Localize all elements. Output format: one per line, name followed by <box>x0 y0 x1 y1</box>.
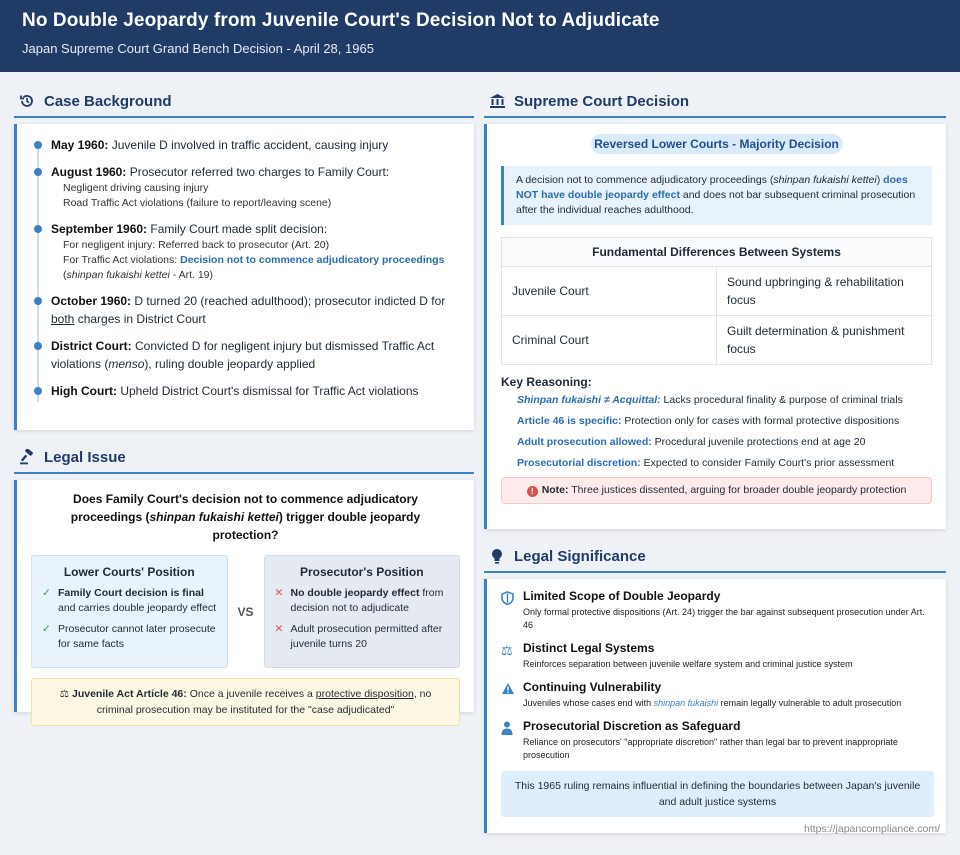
alert-icon: ! <box>527 486 538 497</box>
legal-issue-card <box>14 480 474 716</box>
page-title: No Double Jeopardy from Juvenile Court's Decision Not to Adjudicate <box>22 10 660 31</box>
prosecutor-position: Prosecutor's Position ✕ No double jeopardy effect from decision not to adjudicate ✕ Adult prosecution permitted after juvenile turns 20 <box>264 555 461 668</box>
gavel-icon <box>18 448 36 466</box>
table-row: Criminal Court Guilt determination & punishment focus <box>502 316 932 365</box>
shield-icon <box>501 589 515 632</box>
legal-significance-header <box>484 541 946 573</box>
lower-courts-position: Lower Courts' Position ✓ Family Court decision is final and carries double jeopardy effect ✓ Prosecutor cannot later prosecute for same facts <box>31 555 228 668</box>
significance-card <box>484 579 946 833</box>
page-header <box>0 0 960 72</box>
page-subtitle: Japan Supreme Court Grand Bench Decision - April 28, 1965 <box>22 41 374 56</box>
article-46-box: ⚖ Juvenile Act Article 46: Once a juvenile receives a protective disposition, no criminal prosecution may be instituted for the "case adjudicated" <box>31 678 460 726</box>
user-tie-icon <box>501 719 515 762</box>
closing-statement: This 1965 ruling remains influential in defining the boundaries between Japan's juvenile and adult justice systems <box>501 771 934 817</box>
cross-icon: ✕ <box>274 623 284 635</box>
legal-significance-title: Legal Significance <box>514 547 646 565</box>
timeline-item-district-court: District Court: Convicted D for negligent injury but dismissed Traffic Act violations (menso), ruling double jeopardy applied <box>51 337 460 373</box>
lightbulb-icon <box>488 547 506 565</box>
dissent-note: ! Note: Three justices dissented, arguing for broader double jeopardy protection <box>501 477 932 504</box>
case-background-title: Case Background <box>44 92 172 110</box>
timeline-item-august: August 1960: Prosecutor referred two charges to Family Court: Negligent driving causing injury Road Traffic Act violations (failure to report/leaving scene) <box>51 163 460 211</box>
check-icon: ✓ <box>42 587 51 599</box>
case-background-header <box>14 86 474 118</box>
supreme-court-decision-title: Supreme Court Decision <box>514 92 690 110</box>
holding-box: A decision not to commence adjudicatory proceedings (shinpan fukaishi kettei) does NOT have double jeopardy effect and does not bar subsequent criminal prosecution after the individual reaches adulthood. <box>501 166 932 225</box>
outcome-badge: Reversed Lower Courts - Majority Decision <box>591 134 843 154</box>
scales-icon: ⚖ <box>59 688 70 700</box>
warning-icon <box>501 680 515 710</box>
supreme-court-decision-header <box>484 86 946 118</box>
timeline <box>17 124 474 430</box>
source-url[interactable]: https://japancompliance.com/ <box>804 823 940 835</box>
table-row: Juvenile Court Sound upbringing & rehabilitation focus <box>502 267 932 316</box>
history-icon <box>18 92 36 110</box>
decision-card <box>484 124 946 529</box>
list-item: Limited Scope of Double Jeopardy Only formal protective dispositions (Art. 24) trigger the bar against subsequent prosecution under Art. 46 <box>501 589 934 632</box>
list-item: Prosecutorial Discretion as Safeguard Reliance on prosecutors' "appropriate discretion" rather than legal bar to prevent inappropriate prosecution <box>501 719 934 762</box>
key-reasoning-title: Key Reasoning: <box>501 375 592 389</box>
check-icon: ✓ <box>42 623 51 635</box>
list-item: Continuing Vulnerability Juveniles whose cases end with shinpan fukaishi remain legally vulnerable to adult prosecution <box>501 680 934 710</box>
case-background-card <box>14 124 474 430</box>
legal-issue-title: Legal Issue <box>44 448 126 466</box>
key-reasoning-list: Shinpan fukaishi ≠ Acquittal: Lacks procedural finality & purpose of criminal trials Article 46 is specific: Protection only for cases with formal protective dispositions Adult prosecution allowed: Procedural juvenile protections end at age 20 Prosecutorial discretion: Expected to consider Family Court's prior assessment <box>517 394 903 469</box>
versus-label: VS <box>237 604 254 619</box>
list-item: ⚖ Distinct Legal Systems Reinforces separation between juvenile welfare system and criminal justice system <box>501 641 853 669</box>
differences-table: Fundamental Differences Between Systems Juvenile Court Sound upbringing & rehabilitation focus Criminal Court Guilt determination & punishment focus <box>501 237 932 365</box>
timeline-item-september: September 1960: Family Court made split decision: For negligent injury: Referred back to prosecutor (Art. 20) For Traffic Act violations: Decision not to commence adjudicatory proceedings (shinpan fukaishi kettei - Art. 19) <box>51 220 460 283</box>
timeline-item-october: October 1960: D turned 20 (reached adulthood); prosecutor indicted D for both charges in District Court <box>51 292 460 328</box>
courthouse-icon <box>488 92 506 110</box>
legal-issue-header <box>14 442 474 474</box>
legal-question: Does Family Court's decision not to commence adjudicatory proceedings (shinpan fukaishi kettei) trigger double jeopardy protection? <box>70 492 421 542</box>
balance-scale-icon: ⚖ <box>501 643 513 658</box>
timeline-item-may: May 1960: Juvenile D involved in traffic accident, causing injury <box>51 136 460 154</box>
timeline-item-high-court: High Court: Upheld District Court's dismissal for Traffic Act violations <box>51 382 460 400</box>
cross-icon: ✕ <box>274 587 284 599</box>
